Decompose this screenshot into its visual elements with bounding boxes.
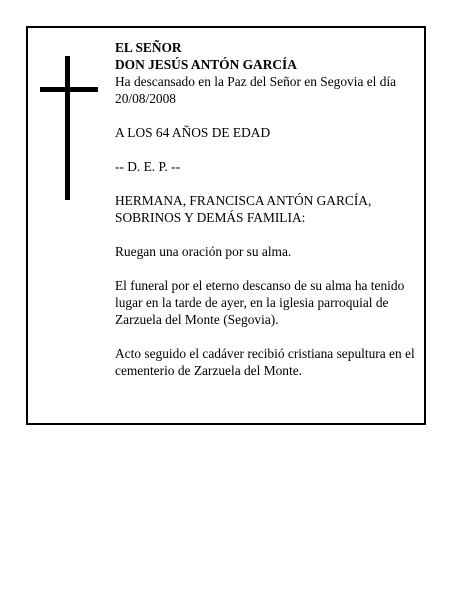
cross-horizontal-bar <box>40 87 98 92</box>
age-line: A LOS 64 AÑOS DE EDAD <box>115 125 271 140</box>
funeral-paragraph: El funeral por el eterno descanso de su alma ha tenido lugar en la tarde de ayer, en la iglesia parroquial de Zarzuela del Monte (Segovia). <box>115 278 405 327</box>
cross-icon <box>40 56 98 200</box>
deceased-name: DON JESÚS ANTÓN GARCÍA <box>115 57 297 72</box>
burial-paragraph: Acto seguido el cadáver recibió cristiana sepultura en el cementerio de Zarzuela del Monte. <box>115 346 415 378</box>
family-line: HERMANA, FRANCISCA ANTÓN GARCÍA, SOBRINOS Y DEMÁS FAMILIA: <box>115 193 372 225</box>
title-line-1: EL SEÑOR <box>115 40 182 55</box>
death-statement: Ha descansado en la Paz del Señor en Segovia el día 20/08/2008 <box>115 74 397 106</box>
obituary-notice <box>26 26 426 425</box>
cross-vertical-bar <box>65 56 70 200</box>
notice-content <box>115 39 423 379</box>
rip-line: -- D. E. P. -- <box>115 159 181 174</box>
prayer-line: Ruegan una oración por su alma. <box>115 244 292 259</box>
